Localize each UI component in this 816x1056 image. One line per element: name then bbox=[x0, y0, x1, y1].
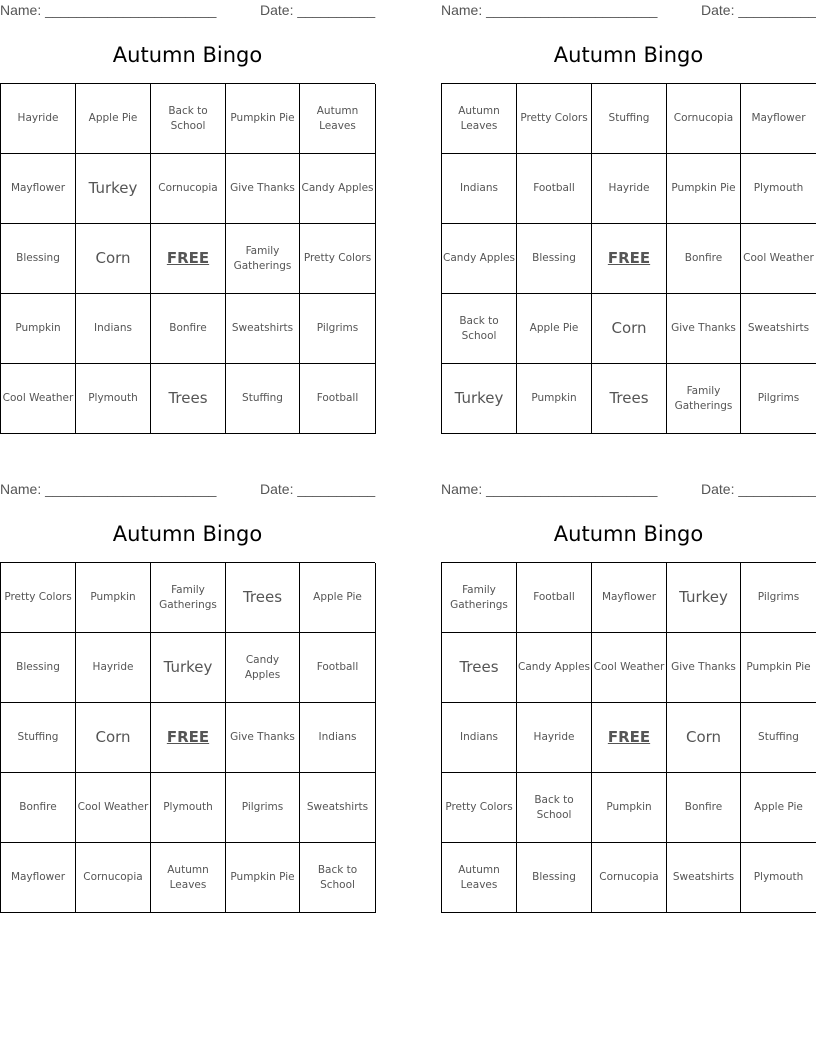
bingo-cell: Candy Apples bbox=[300, 154, 376, 224]
bingo-grid bbox=[0, 83, 375, 434]
bingo-cell: Cornucopia bbox=[76, 843, 151, 913]
bingo-cell: Apple Pie bbox=[741, 773, 816, 843]
bingo-cell: Turkey bbox=[667, 563, 741, 633]
bingo-cell: Bonfire bbox=[667, 773, 741, 843]
bingo-cell: Pilgrims bbox=[741, 364, 816, 434]
bingo-cell: Pumpkin Pie bbox=[226, 843, 300, 913]
bingo-cell: Family Gatherings bbox=[442, 563, 517, 633]
bingo-cell: Pumpkin bbox=[76, 563, 151, 633]
bingo-cell: Hayride bbox=[592, 154, 667, 224]
card-title: Autumn Bingo bbox=[112, 43, 263, 67]
bingo-cell: Football bbox=[300, 633, 376, 703]
bingo-cell: Pumpkin Pie bbox=[226, 84, 300, 154]
bingo-cell: Pilgrims bbox=[741, 563, 816, 633]
bingo-cell: Blessing bbox=[1, 224, 76, 294]
bingo-cell: Bonfire bbox=[151, 294, 226, 364]
bingo-cell: Cornucopia bbox=[151, 154, 226, 224]
bingo-cell: Back to School bbox=[517, 773, 592, 843]
bingo-card-3 bbox=[0, 479, 375, 909]
bingo-cell: Give Thanks bbox=[226, 703, 300, 773]
bingo-cell: Turkey bbox=[442, 364, 517, 434]
bingo-cell: Candy Apples bbox=[517, 633, 592, 703]
bingo-cell: Blessing bbox=[1, 633, 76, 703]
bingo-cell: Apple Pie bbox=[300, 563, 376, 633]
bingo-cell: Football bbox=[517, 154, 592, 224]
bingo-cell: Stuffing bbox=[741, 703, 816, 773]
bingo-cell: Hayride bbox=[517, 703, 592, 773]
bingo-cell: Stuffing bbox=[592, 84, 667, 154]
card-header-fields bbox=[441, 2, 816, 20]
bingo-cell: Cool Weather bbox=[592, 633, 667, 703]
bingo-cell: Give Thanks bbox=[667, 294, 741, 364]
bingo-cell: Trees bbox=[226, 563, 300, 633]
free-space-cell: FREE bbox=[592, 224, 667, 294]
bingo-cell: Plymouth bbox=[151, 773, 226, 843]
bingo-cell: Corn bbox=[667, 703, 741, 773]
date-field-label: Date: __________ bbox=[701, 2, 816, 18]
bingo-cell: Pretty Colors bbox=[300, 224, 376, 294]
bingo-cell: Stuffing bbox=[226, 364, 300, 434]
bingo-cell: Sweatshirts bbox=[226, 294, 300, 364]
free-space-cell: FREE bbox=[151, 224, 226, 294]
bingo-cell: Indians bbox=[442, 703, 517, 773]
bingo-cell: Corn bbox=[592, 294, 667, 364]
bingo-cell: Give Thanks bbox=[226, 154, 300, 224]
bingo-cell: Hayride bbox=[1, 84, 76, 154]
bingo-cell: Sweatshirts bbox=[741, 294, 816, 364]
bingo-cell: Cornucopia bbox=[592, 843, 667, 913]
bingo-cell: Family Gatherings bbox=[226, 224, 300, 294]
bingo-grid bbox=[0, 562, 375, 913]
name-field-label: Name: ______________________ bbox=[441, 481, 658, 497]
bingo-cell: Autumn Leaves bbox=[151, 843, 226, 913]
bingo-cell: Indians bbox=[442, 154, 517, 224]
bingo-cell: Autumn Leaves bbox=[300, 84, 376, 154]
bingo-cell: Autumn Leaves bbox=[442, 843, 517, 913]
date-field-label: Date: __________ bbox=[701, 481, 816, 497]
bingo-cell: Apple Pie bbox=[76, 84, 151, 154]
bingo-cell: Cool Weather bbox=[1, 364, 76, 434]
bingo-cell: Corn bbox=[76, 703, 151, 773]
bingo-cell: Trees bbox=[151, 364, 226, 434]
bingo-cell: Trees bbox=[592, 364, 667, 434]
bingo-cell: Sweatshirts bbox=[667, 843, 741, 913]
bingo-cell: Football bbox=[300, 364, 376, 434]
bingo-cell: Back to School bbox=[442, 294, 517, 364]
bingo-cell: Trees bbox=[442, 633, 517, 703]
bingo-cell: Mayflower bbox=[1, 154, 76, 224]
bingo-cell: Apple Pie bbox=[517, 294, 592, 364]
card-title: Autumn Bingo bbox=[553, 522, 704, 546]
bingo-cell: Give Thanks bbox=[667, 633, 741, 703]
bingo-cell: Pumpkin bbox=[1, 294, 76, 364]
bingo-cell: Hayride bbox=[76, 633, 151, 703]
bingo-cell: Indians bbox=[300, 703, 376, 773]
bingo-cell: Plymouth bbox=[76, 364, 151, 434]
bingo-cell: Plymouth bbox=[741, 843, 816, 913]
bingo-cell: Bonfire bbox=[667, 224, 741, 294]
bingo-cell: Mayflower bbox=[592, 563, 667, 633]
date-field-label: Date: __________ bbox=[260, 2, 376, 18]
date-field-label: Date: __________ bbox=[260, 481, 376, 497]
bingo-cell: Bonfire bbox=[1, 773, 76, 843]
card-header-fields bbox=[0, 2, 375, 20]
bingo-cell: Football bbox=[517, 563, 592, 633]
bingo-cell: Indians bbox=[76, 294, 151, 364]
bingo-cell: Mayflower bbox=[741, 84, 816, 154]
bingo-cell: Pumpkin bbox=[592, 773, 667, 843]
bingo-cell: Pilgrims bbox=[300, 294, 376, 364]
bingo-cell: Pretty Colors bbox=[1, 563, 76, 633]
bingo-grid bbox=[441, 83, 816, 434]
bingo-cell: Family Gatherings bbox=[667, 364, 741, 434]
bingo-cell: Candy Apples bbox=[226, 633, 300, 703]
bingo-card-1 bbox=[0, 0, 375, 430]
card-title: Autumn Bingo bbox=[553, 43, 704, 67]
bingo-cell: Pumpkin bbox=[517, 364, 592, 434]
bingo-cell: Sweatshirts bbox=[300, 773, 376, 843]
bingo-cell: Pretty Colors bbox=[517, 84, 592, 154]
bingo-cell: Back to School bbox=[300, 843, 376, 913]
card-title: Autumn Bingo bbox=[112, 522, 263, 546]
bingo-card-4 bbox=[441, 479, 816, 909]
bingo-cell: Pumpkin Pie bbox=[741, 633, 816, 703]
bingo-cell: Cornucopia bbox=[667, 84, 741, 154]
bingo-cell: Candy Apples bbox=[442, 224, 517, 294]
bingo-grid bbox=[441, 562, 816, 913]
bingo-cell: Stuffing bbox=[1, 703, 76, 773]
bingo-cell: Family Gatherings bbox=[151, 563, 226, 633]
bingo-cell: Cool Weather bbox=[76, 773, 151, 843]
bingo-cell: Back to School bbox=[151, 84, 226, 154]
bingo-cell: Pretty Colors bbox=[442, 773, 517, 843]
bingo-cell: Pumpkin Pie bbox=[667, 154, 741, 224]
bingo-cell: Cool Weather bbox=[741, 224, 816, 294]
card-header-fields bbox=[0, 481, 375, 499]
bingo-cell: Mayflower bbox=[1, 843, 76, 913]
bingo-cell: Turkey bbox=[76, 154, 151, 224]
bingo-cell: Pilgrims bbox=[226, 773, 300, 843]
bingo-cell: Autumn Leaves bbox=[442, 84, 517, 154]
bingo-cell: Blessing bbox=[517, 843, 592, 913]
bingo-cell: Turkey bbox=[151, 633, 226, 703]
bingo-cell: Plymouth bbox=[741, 154, 816, 224]
name-field-label: Name: ______________________ bbox=[0, 481, 217, 497]
name-field-label: Name: ______________________ bbox=[0, 2, 217, 18]
bingo-cell: Corn bbox=[76, 224, 151, 294]
bingo-card-2 bbox=[441, 0, 816, 430]
free-space-cell: FREE bbox=[151, 703, 226, 773]
bingo-cell: Blessing bbox=[517, 224, 592, 294]
name-field-label: Name: ______________________ bbox=[441, 2, 658, 18]
free-space-cell: FREE bbox=[592, 703, 667, 773]
card-header-fields bbox=[441, 481, 816, 499]
